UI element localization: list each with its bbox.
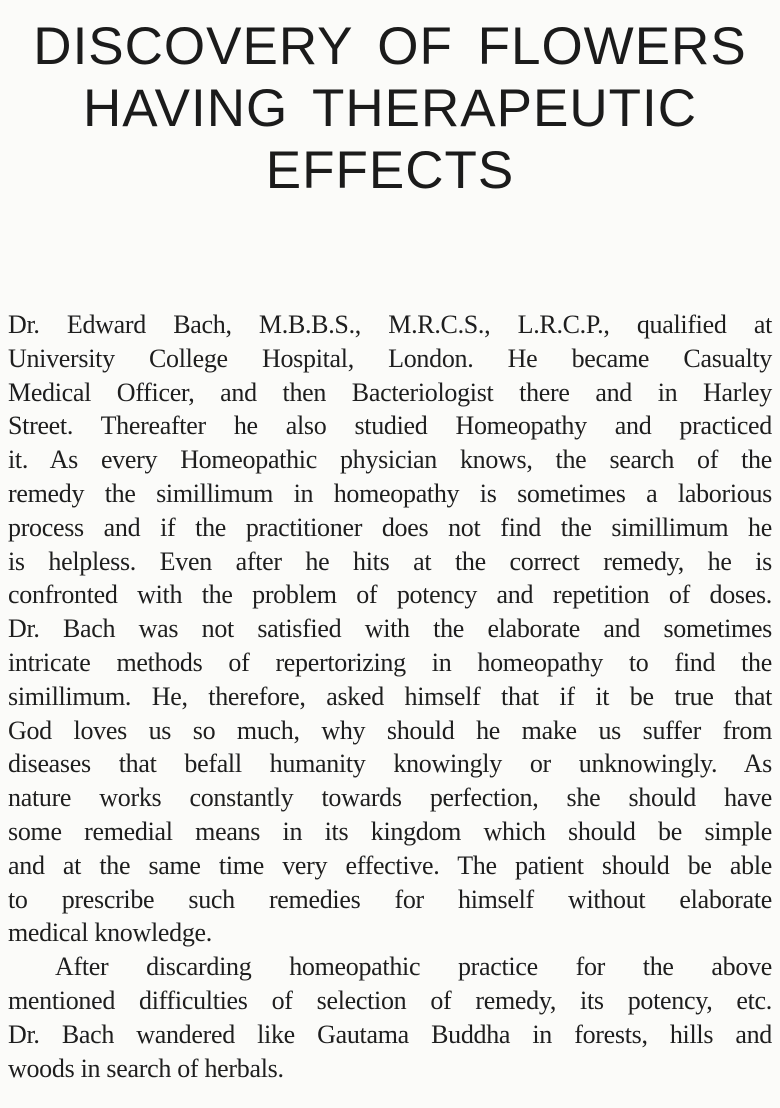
text-line: confronted with the problem of potency and repetition of doses. (8, 580, 772, 610)
text-line: Dr. Bach wandered like Gautama Buddha in forests, hills and (8, 1019, 772, 1049)
text-line: Dr. Edward Bach, M.B.B.S., M.R.C.S., L.R.C.P., qualified at (8, 310, 772, 339)
text-line: medical knowledge. (8, 918, 212, 948)
text-line: Dr. Bach was not satisfied with the elaborate and sometimes (8, 614, 772, 644)
text-line: and at the same time very effective. The patient should be able (8, 850, 772, 880)
title-line-3: EFFECTS (265, 141, 515, 200)
body-text (0, 308, 780, 1085)
text-line: simillimum. He, therefore, asked himself that if it be true that (8, 681, 772, 711)
text-line: some remedial means in its kingdom which should be simple (8, 816, 772, 846)
text-line: remedy the simillimum in homeopathy is sometimes a laborious (8, 478, 772, 508)
text-line: God loves us so much, why should he make us suffer from (8, 715, 772, 745)
text-line: After discarding homeopathic practice for the above (55, 952, 772, 982)
text-line: University College Hospital, London. He became Casualty (8, 343, 772, 373)
paragraph-bach-wandering (8, 950, 772, 1085)
text-line: woods in search of herbals. (8, 1053, 284, 1083)
text-line: to prescribe such remedies for himself without elaborate (8, 884, 772, 914)
text-line: Street. Thereafter he also studied Homeopathy and practiced (8, 411, 772, 441)
text-line: nature works constantly towards perfection, she should have (8, 783, 772, 813)
text-line: intricate methods of repertorizing in homeopathy to find the (8, 647, 772, 677)
title-line-2: HAVING THERAPEUTIC (82, 79, 697, 138)
text-line: is helpless. Even after he hits at the correct remedy, he is (8, 546, 772, 576)
text-line: Medical Officer, and then Bacteriologist there and in Harley (8, 377, 772, 407)
paragraph-bach-biography (8, 308, 772, 950)
text-line: it. As every Homeopathic physician knows, the search of the (8, 445, 772, 475)
title-line-1: DISCOVERY OF FLOWERS (33, 17, 747, 76)
text-line: process and if the practitioner does not find the simillimum he (8, 512, 772, 542)
page-title (0, 16, 780, 202)
text-line: mentioned difficulties of selection of remedy, its potency, etc. (8, 985, 772, 1015)
text-line: diseases that befall humanity knowingly or unknowingly. As (8, 749, 772, 779)
